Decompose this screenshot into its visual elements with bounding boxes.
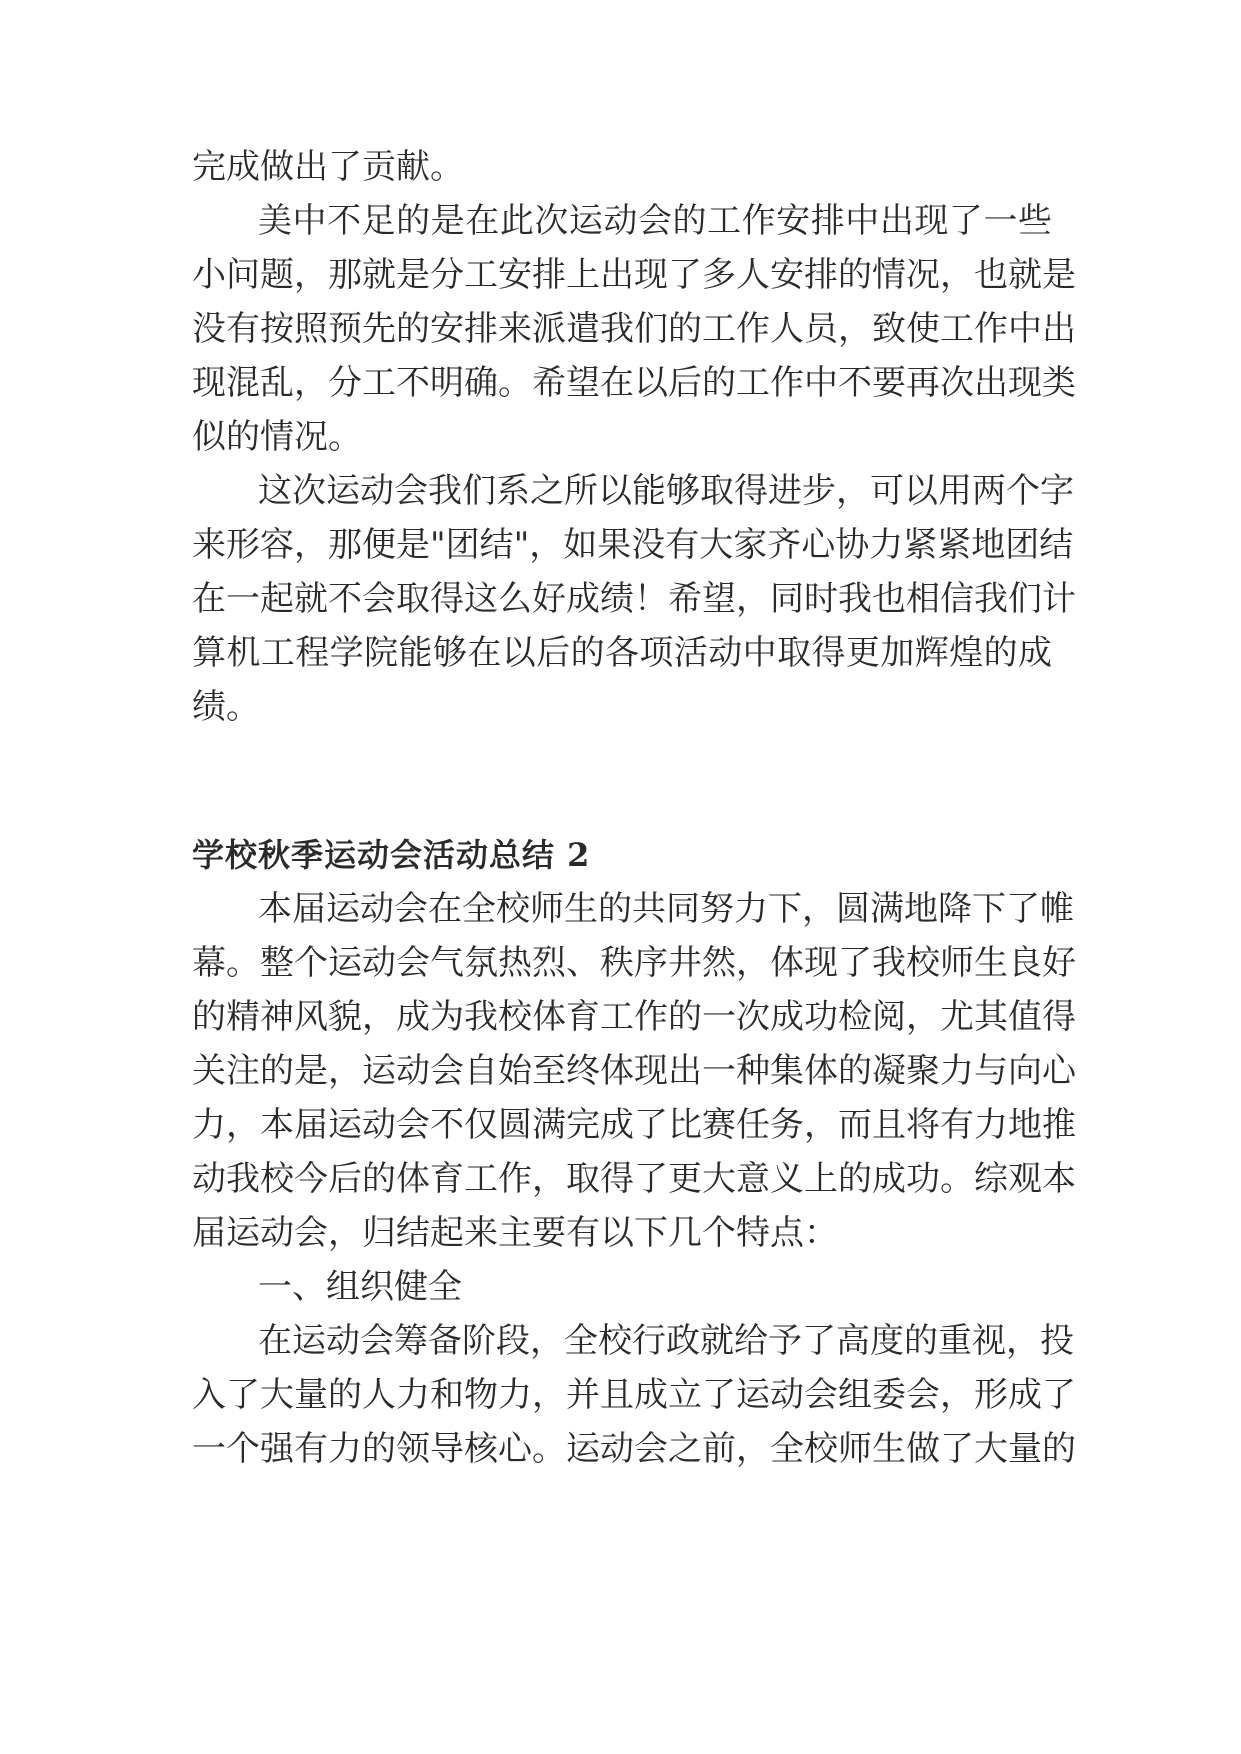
subsection-heading: 一、组织健全: [258, 1267, 462, 1307]
text-line: 届运动会，归结起来主要有以下几个特点：: [192, 1213, 838, 1253]
text-line: 在运动会筹备阶段，全校行政就给予了高度的重视，投: [258, 1321, 1074, 1361]
text-line: 小问题，那就是分工安排上出现了多人安排的情况，也就是: [192, 255, 1076, 295]
text-line: 绩。: [192, 687, 260, 727]
text-line: 似的情况。: [192, 417, 362, 457]
text-line: 关注的是，运动会自始至终体现出一种集体的凝聚力与向心: [192, 1051, 1076, 1091]
text-line: 来形容，那便是"团结"，如果没有大家齐心协力紧紧地团结: [192, 525, 1074, 565]
text-line: 美中不足的是在此次运动会的工作安排中出现了一些: [258, 201, 1052, 241]
text-line: 幕。整个运动会气氛热烈、秩序井然，体现了我校师生良好: [192, 943, 1076, 983]
text-line: 本届运动会在全校师生的共同努力下，圆满地降下了帷: [258, 889, 1074, 929]
text-line: 这次运动会我们系之所以能够取得进步，可以用两个字: [258, 471, 1074, 511]
text-line: 算机工程学院能够在以后的各项活动中取得更加辉煌的成: [192, 633, 1052, 673]
text-line: 没有按照预先的安排来派遣我们的工作人员，致使工作中出: [192, 309, 1076, 349]
text-line: 完成做出了贡献。: [192, 147, 464, 187]
text-line: 力，本届运动会不仅圆满完成了比赛任务，而且将有力地推: [192, 1105, 1076, 1145]
section-heading: 学校秋季运动会活动总结 2: [192, 836, 591, 874]
text-line: 入了大量的人力和物力，并且成立了运动会组委会，形成了: [192, 1375, 1076, 1415]
text-line: 一个强有力的领导核心。运动会之前，全校师生做了大量的: [192, 1429, 1076, 1469]
text-line: 的精神风貌，成为我校体育工作的一次成功检阅，尤其值得: [192, 997, 1076, 1037]
text-line: 在一起就不会取得这么好成绩！希望，同时我也相信我们计: [192, 579, 1076, 619]
text-line: 现混乱，分工不明确。希望在以后的工作中不要再次出现类: [192, 363, 1076, 403]
text-line: 动我校今后的体育工作，取得了更大意义上的成功。综观本: [192, 1159, 1076, 1199]
